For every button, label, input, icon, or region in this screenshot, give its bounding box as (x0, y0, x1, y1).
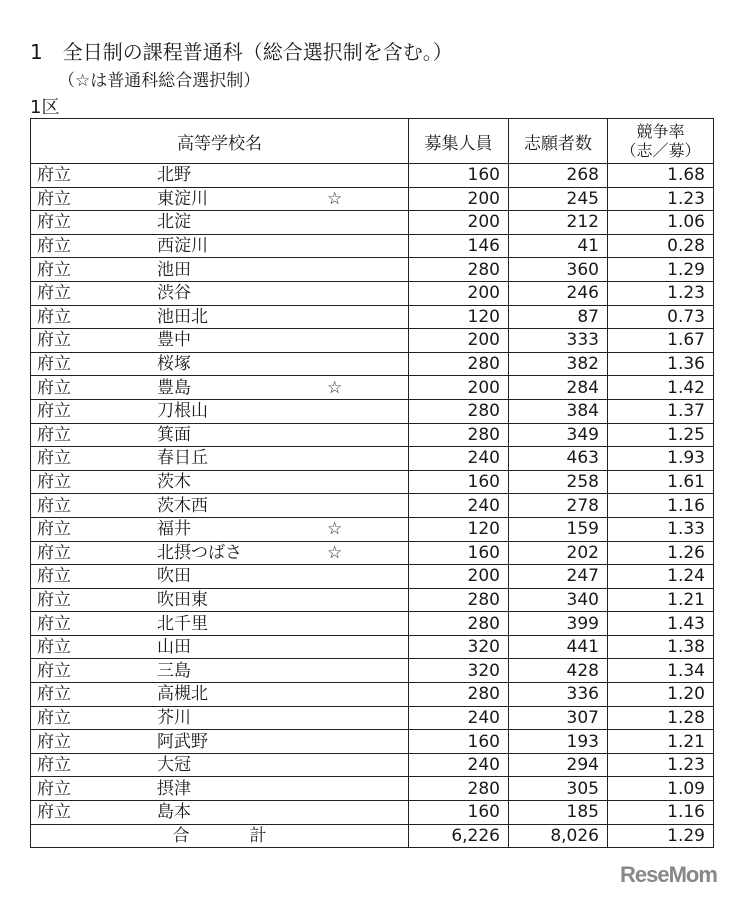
rate-cell: 1.09 (608, 777, 714, 801)
school-type: 府立 (37, 212, 71, 233)
applicants-cell: 202 (509, 541, 608, 565)
capacity-cell: 240 (409, 447, 509, 471)
table-row (31, 329, 714, 353)
school-cell (31, 352, 409, 376)
table-row (31, 164, 714, 188)
applicants-cell: 463 (509, 447, 608, 471)
school-type: 府立 (37, 236, 71, 257)
rate-cell: 1.26 (608, 541, 714, 565)
applicants-cell: 284 (509, 376, 608, 400)
total-row (31, 824, 714, 848)
capacity-cell: 320 (409, 635, 509, 659)
capacity-cell: 200 (409, 187, 509, 211)
school-cell (31, 258, 409, 282)
capacity-cell: 240 (409, 753, 509, 777)
district-label: 1区 (30, 97, 60, 118)
school-type: 府立 (37, 778, 71, 799)
rate-cell: 1.43 (608, 612, 714, 636)
school-cell (31, 470, 409, 494)
applicants-cell: 87 (509, 305, 608, 329)
table-row (31, 281, 714, 305)
school-type: 府立 (37, 377, 71, 398)
rate-cell: 1.20 (608, 683, 714, 707)
capacity-cell: 200 (409, 211, 509, 235)
school-type: 府立 (37, 519, 71, 540)
school-cell (31, 777, 409, 801)
school-cell (31, 635, 409, 659)
school-cell (31, 801, 409, 825)
school-cell (31, 281, 409, 305)
school-type: 府立 (37, 401, 71, 422)
rate-cell: 1.33 (608, 517, 714, 541)
table-row (31, 565, 714, 589)
school-type: 府立 (37, 731, 71, 752)
school-name: 阿武野 (157, 731, 208, 752)
total-rate: 1.29 (608, 824, 714, 848)
capacity-cell: 160 (409, 470, 509, 494)
capacity-cell: 280 (409, 683, 509, 707)
school-cell (31, 211, 409, 235)
table-row (31, 753, 714, 777)
table-row (31, 305, 714, 329)
school-name: 箕面 (157, 424, 191, 445)
rate-cell: 1.21 (608, 730, 714, 754)
table-row (31, 683, 714, 707)
header-applicants: 志願者数 (509, 119, 608, 164)
star-icon: ☆ (327, 377, 343, 398)
star-icon: ☆ (327, 188, 343, 209)
applicants-cell: 305 (509, 777, 608, 801)
table-row (31, 801, 714, 825)
school-type: 府立 (37, 165, 71, 186)
rate-cell: 1.38 (608, 635, 714, 659)
applicants-cell: 278 (509, 494, 608, 518)
school-type: 府立 (37, 802, 71, 823)
rate-cell: 0.28 (608, 234, 714, 258)
capacity-cell: 280 (409, 399, 509, 423)
section-title: 1 全日制の課程普通科（総合選択制を含む。） (30, 40, 453, 64)
school-cell (31, 517, 409, 541)
table-row (31, 399, 714, 423)
school-cell (31, 659, 409, 683)
school-cell (31, 187, 409, 211)
school-type: 府立 (37, 566, 71, 587)
school-name: 東淀川 (157, 188, 208, 209)
table-row (31, 211, 714, 235)
school-cell (31, 423, 409, 447)
school-type: 府立 (37, 424, 71, 445)
capacity-cell: 240 (409, 494, 509, 518)
school-name: 北摂つばさ (157, 542, 242, 563)
table-row (31, 187, 714, 211)
school-name: 北千里 (157, 613, 208, 634)
table-row (31, 376, 714, 400)
capacity-cell: 280 (409, 258, 509, 282)
rate-cell: 1.25 (608, 423, 714, 447)
school-type: 府立 (37, 542, 71, 563)
section-note: （☆は普通科総合選択制） (58, 71, 261, 91)
capacity-cell: 280 (409, 423, 509, 447)
table-row (31, 635, 714, 659)
total-applicants: 8,026 (509, 824, 608, 848)
applicants-cell: 333 (509, 329, 608, 353)
school-name: 渋谷 (157, 283, 191, 304)
school-name: 池田北 (157, 306, 208, 327)
table-row (31, 541, 714, 565)
header-school: 高等学校名 (31, 119, 409, 164)
capacity-cell: 160 (409, 164, 509, 188)
applicants-cell: 245 (509, 187, 608, 211)
table-row (31, 352, 714, 376)
capacity-cell: 280 (409, 352, 509, 376)
school-name: 桜塚 (157, 354, 191, 375)
star-icon: ☆ (327, 519, 343, 540)
rate-cell: 1.37 (608, 399, 714, 423)
school-name: 池田 (157, 259, 191, 280)
capacity-cell: 200 (409, 376, 509, 400)
school-cell (31, 305, 409, 329)
school-name: 芥川 (157, 707, 191, 728)
rate-cell: 1.06 (608, 211, 714, 235)
school-name: 大冠 (157, 755, 191, 776)
applicants-table (30, 118, 714, 848)
applicants-cell: 268 (509, 164, 608, 188)
school-name: 北淀 (157, 212, 191, 233)
applicants-cell: 336 (509, 683, 608, 707)
school-cell (31, 494, 409, 518)
total-label-2: 計 (249, 825, 267, 846)
school-name: 北野 (157, 165, 191, 186)
rate-cell: 1.23 (608, 187, 714, 211)
school-cell (31, 706, 409, 730)
school-type: 府立 (37, 306, 71, 327)
school-cell (31, 753, 409, 777)
school-type: 府立 (37, 354, 71, 375)
school-type: 府立 (37, 707, 71, 728)
school-type: 府立 (37, 495, 71, 516)
school-cell (31, 234, 409, 258)
applicants-cell: 360 (509, 258, 608, 282)
applicants-cell: 441 (509, 635, 608, 659)
applicants-cell: 382 (509, 352, 608, 376)
table-row (31, 423, 714, 447)
school-cell (31, 565, 409, 589)
school-name: 吹田東 (157, 589, 208, 610)
school-name: 島本 (157, 802, 191, 823)
applicants-cell: 246 (509, 281, 608, 305)
school-type: 府立 (37, 188, 71, 209)
rate-cell: 1.36 (608, 352, 714, 376)
table-row (31, 258, 714, 282)
school-name: 豊中 (157, 330, 191, 351)
school-cell (31, 588, 409, 612)
school-name: 春日丘 (157, 448, 208, 469)
rate-cell: 1.93 (608, 447, 714, 471)
capacity-cell: 160 (409, 730, 509, 754)
capacity-cell: 146 (409, 234, 509, 258)
header-rate-line2: （志／募） (620, 141, 701, 160)
capacity-cell: 200 (409, 565, 509, 589)
school-cell (31, 164, 409, 188)
table-row (31, 659, 714, 683)
capacity-cell: 280 (409, 777, 509, 801)
applicants-cell: 258 (509, 470, 608, 494)
school-name: 茨木西 (157, 495, 208, 516)
school-name: 吹田 (157, 566, 191, 587)
school-type: 府立 (37, 755, 71, 776)
table-row (31, 517, 714, 541)
school-type: 府立 (37, 259, 71, 280)
applicants-cell: 307 (509, 706, 608, 730)
rate-cell: 1.16 (608, 494, 714, 518)
rate-cell: 1.23 (608, 281, 714, 305)
applicants-cell: 294 (509, 753, 608, 777)
capacity-cell: 160 (409, 541, 509, 565)
applicants-cell: 193 (509, 730, 608, 754)
capacity-cell: 120 (409, 305, 509, 329)
school-cell (31, 447, 409, 471)
school-type: 府立 (37, 283, 71, 304)
school-name: 茨木 (157, 472, 191, 493)
applicants-cell: 41 (509, 234, 608, 258)
total-capacity: 6,226 (409, 824, 509, 848)
school-name: 刀根山 (157, 401, 208, 422)
rate-cell: 1.24 (608, 565, 714, 589)
school-type: 府立 (37, 330, 71, 351)
school-type: 府立 (37, 660, 71, 681)
table-row (31, 470, 714, 494)
school-cell (31, 541, 409, 565)
applicants-cell: 428 (509, 659, 608, 683)
header-rate-line1: 競争率 (636, 122, 685, 141)
header-capacity: 募集人員 (409, 119, 509, 164)
rate-cell: 0.73 (608, 305, 714, 329)
resemom-watermark-logo: ReseMom (620, 862, 717, 887)
school-name: 摂津 (157, 778, 191, 799)
rate-cell: 1.16 (608, 801, 714, 825)
applicants-cell: 212 (509, 211, 608, 235)
school-cell (31, 399, 409, 423)
capacity-cell: 200 (409, 329, 509, 353)
capacity-cell: 320 (409, 659, 509, 683)
table-row (31, 730, 714, 754)
school-type: 府立 (37, 589, 71, 610)
table-row (31, 612, 714, 636)
star-icon: ☆ (327, 542, 343, 563)
applicants-cell: 159 (509, 517, 608, 541)
school-name: 西淀川 (157, 236, 208, 257)
school-name: 豊島 (157, 377, 191, 398)
school-type: 府立 (37, 472, 71, 493)
school-cell (31, 376, 409, 400)
total-label (31, 824, 409, 848)
rate-cell: 1.34 (608, 659, 714, 683)
school-cell (31, 329, 409, 353)
table-row (31, 234, 714, 258)
table-row (31, 706, 714, 730)
capacity-cell: 240 (409, 706, 509, 730)
applicants-cell: 399 (509, 612, 608, 636)
rate-cell: 1.21 (608, 588, 714, 612)
capacity-cell: 120 (409, 517, 509, 541)
rate-cell: 1.61 (608, 470, 714, 494)
school-type: 府立 (37, 613, 71, 634)
header-rate (608, 119, 714, 164)
applicants-cell: 340 (509, 588, 608, 612)
capacity-cell: 160 (409, 801, 509, 825)
school-type: 府立 (37, 448, 71, 469)
capacity-cell: 200 (409, 281, 509, 305)
rate-cell: 1.42 (608, 376, 714, 400)
school-name: 高槻北 (157, 684, 208, 705)
applicants-cell: 349 (509, 423, 608, 447)
rate-cell: 1.29 (608, 258, 714, 282)
applicants-cell: 384 (509, 399, 608, 423)
school-cell (31, 683, 409, 707)
school-name: 福井 (157, 519, 191, 540)
applicants-cell: 185 (509, 801, 608, 825)
rate-cell: 1.67 (608, 329, 714, 353)
school-type: 府立 (37, 637, 71, 658)
school-type: 府立 (37, 684, 71, 705)
rate-cell: 1.28 (608, 706, 714, 730)
table-row (31, 588, 714, 612)
school-cell (31, 612, 409, 636)
capacity-cell: 280 (409, 588, 509, 612)
capacity-cell: 280 (409, 612, 509, 636)
school-name: 山田 (157, 637, 191, 658)
total-label-1: 合 (172, 825, 190, 846)
table-row (31, 494, 714, 518)
school-name: 三島 (157, 660, 191, 681)
school-cell (31, 730, 409, 754)
applicants-cell: 247 (509, 565, 608, 589)
table-row (31, 447, 714, 471)
table-header-row (31, 119, 714, 164)
table-row (31, 777, 714, 801)
rate-cell: 1.68 (608, 164, 714, 188)
rate-cell: 1.23 (608, 753, 714, 777)
